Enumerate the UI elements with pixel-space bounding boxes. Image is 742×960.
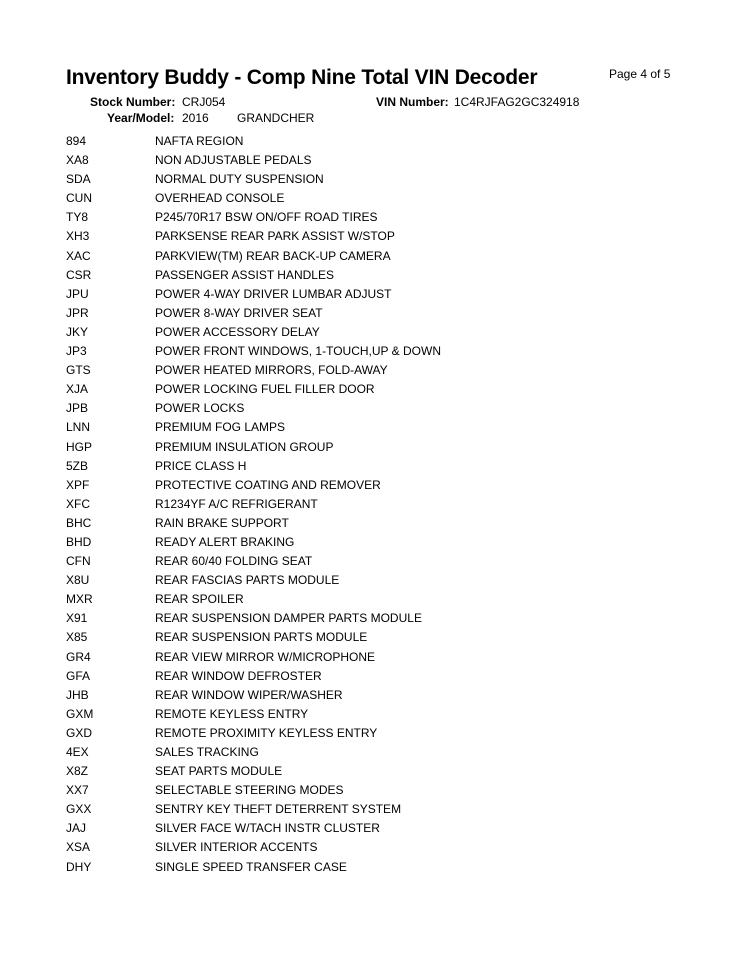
option-row: [0, 609, 742, 628]
stock-number-value: CRJ054: [182, 95, 226, 109]
option-row: [0, 323, 742, 342]
option-description: REAR 60/40 FOLDING SEAT: [155, 554, 313, 569]
option-code: LNN: [66, 420, 91, 435]
option-description: SILVER INTERIOR ACCENTS: [155, 840, 318, 855]
option-row: [0, 208, 742, 227]
option-row: [0, 819, 742, 838]
option-code: XX7: [66, 783, 89, 798]
option-code: CUN: [66, 191, 92, 206]
option-row: [0, 380, 742, 399]
option-description: POWER LOCKING FUEL FILLER DOOR: [155, 382, 375, 397]
option-code: BHC: [66, 515, 92, 530]
option-code: HGP: [66, 439, 93, 454]
option-code: XH3: [66, 229, 90, 244]
option-description: POWER 4-WAY DRIVER LUMBAR ADJUST: [155, 286, 392, 301]
option-code: 5ZB: [66, 458, 89, 473]
option-description: POWER HEATED MIRRORS, FOLD-AWAY: [155, 363, 388, 378]
option-code: DHY: [66, 859, 92, 874]
option-description: POWER FRONT WINDOWS, 1-TOUCH,UP & DOWN: [155, 344, 442, 359]
option-row: [0, 457, 742, 476]
option-code: JHB: [66, 687, 89, 702]
option-description: OVERHEAD CONSOLE: [155, 191, 285, 206]
option-code: JPR: [66, 305, 89, 320]
option-list: [0, 132, 742, 877]
option-description: REAR SUSPENSION PARTS MODULE: [155, 630, 368, 645]
option-row: [0, 247, 742, 266]
option-description: PASSENGER ASSIST HANDLES: [155, 267, 334, 282]
option-description: SALES TRACKING: [155, 745, 259, 759]
option-row: [0, 667, 742, 686]
option-row: [0, 781, 742, 800]
option-description: REAR FASCIAS PARTS MODULE: [155, 573, 340, 588]
option-description: SEAT PARTS MODULE: [155, 764, 283, 779]
option-code: XPF: [66, 477, 90, 492]
option-row: [0, 571, 742, 590]
option-row: [0, 266, 742, 285]
option-code: X8U: [66, 573, 90, 588]
report-title: Inventory Buddy - Comp Nine Total VIN Decoder: [66, 66, 538, 89]
option-description: REAR WINDOW WIPER/WASHER: [155, 687, 343, 702]
option-code: TY8: [66, 210, 89, 225]
year-model-label: Year/Model:: [107, 111, 175, 125]
option-description: REAR WINDOW DEFROSTER: [155, 668, 322, 683]
option-code: GXM: [66, 706, 94, 721]
option-row: [0, 476, 742, 495]
option-row: [0, 552, 742, 571]
option-row: [0, 533, 742, 552]
option-code: JP3: [66, 344, 87, 359]
option-code: SDA: [66, 172, 91, 187]
option-code: GFA: [66, 668, 91, 683]
option-row: [0, 418, 742, 437]
year-value: 2016: [182, 111, 209, 125]
option-row: [0, 189, 742, 208]
option-description: SILVER FACE W/TACH INSTR CLUSTER: [155, 821, 380, 836]
option-code: GXD: [66, 725, 93, 740]
option-description: R1234YF A/C REFRIGERANT: [155, 496, 318, 511]
option-row: [0, 342, 742, 361]
vin-number-label: VIN Number:: [376, 95, 449, 109]
option-code: BHD: [66, 534, 92, 549]
option-description: REMOTE PROXIMITY KEYLESS ENTRY: [155, 725, 378, 740]
option-description: SENTRY KEY THEFT DETERRENT SYSTEM: [155, 802, 402, 817]
option-row: [0, 628, 742, 647]
option-description: NORMAL DUTY SUSPENSION: [155, 172, 324, 187]
option-code: GR4: [66, 649, 91, 664]
option-description: PREMIUM FOG LAMPS: [155, 420, 286, 435]
option-code: CSR: [66, 267, 92, 282]
option-description: SELECTABLE STEERING MODES: [155, 783, 344, 798]
option-code: GXX: [66, 802, 92, 817]
option-row: [0, 648, 742, 667]
option-description: REAR VIEW MIRROR W/MICROPHONE: [155, 649, 376, 664]
option-code: JPU: [66, 286, 89, 301]
option-description: POWER LOCKS: [155, 401, 245, 416]
option-code: X91: [66, 611, 88, 626]
option-row: [0, 590, 742, 609]
option-description: REAR SUSPENSION DAMPER PARTS MODULE: [155, 611, 422, 626]
option-code: CFN: [66, 554, 91, 569]
option-row: [0, 285, 742, 304]
option-description: P245/70R17 BSW ON/OFF ROAD TIRES: [155, 210, 378, 225]
option-code: GTS: [66, 363, 91, 378]
option-description: NON ADJUSTABLE PEDALS: [155, 153, 312, 168]
option-description: NAFTA REGION: [155, 134, 244, 148]
option-row: [0, 170, 742, 189]
page-number: Page 4 of 5: [609, 67, 671, 81]
option-description: PROTECTIVE COATING AND REMOVER: [155, 477, 381, 492]
option-code: XA8: [66, 153, 89, 168]
option-row: [0, 151, 742, 170]
option-description: REMOTE KEYLESS ENTRY: [155, 706, 309, 721]
option-code: JAJ: [66, 821, 87, 836]
option-row: [0, 858, 742, 877]
option-description: REAR SPOILER: [155, 592, 244, 607]
option-row: [0, 304, 742, 323]
option-row: [0, 495, 742, 514]
option-row: [0, 800, 742, 819]
option-description: RAIN BRAKE SUPPORT: [155, 515, 289, 530]
model-value: GRANDCHER: [237, 111, 315, 125]
option-description: PREMIUM INSULATION GROUP: [155, 439, 334, 454]
option-row: [0, 438, 742, 457]
option-code: JPB: [66, 401, 89, 416]
option-description: POWER 8-WAY DRIVER SEAT: [155, 305, 323, 320]
option-row: [0, 399, 742, 418]
option-code: XSA: [66, 840, 91, 855]
option-code: XAC: [66, 248, 91, 263]
option-row: [0, 514, 742, 533]
option-code: MXR: [66, 592, 93, 607]
option-row: [0, 838, 742, 857]
option-code: XFC: [66, 496, 90, 511]
option-code: X8Z: [66, 764, 89, 779]
option-description: PARKVIEW(TM) REAR BACK-UP CAMERA: [155, 248, 391, 263]
stock-number-label: Stock Number:: [90, 95, 176, 109]
option-description: SINGLE SPEED TRANSFER CASE: [155, 859, 347, 874]
option-row: [0, 743, 742, 762]
option-row: [0, 686, 742, 705]
option-row: [0, 762, 742, 781]
option-code: 894: [66, 134, 87, 148]
option-row: [0, 227, 742, 246]
option-description: PARKSENSE REAR PARK ASSIST W/STOP: [155, 229, 395, 244]
option-code: XJA: [66, 382, 89, 397]
option-description: POWER ACCESSORY DELAY: [155, 324, 320, 339]
option-description: PRICE CLASS H: [155, 458, 247, 473]
vin-number-value: 1C4RJFAG2GC324918: [454, 95, 580, 109]
option-code: X85: [66, 630, 88, 645]
option-row: [0, 132, 742, 151]
option-code: JKY: [66, 324, 89, 339]
option-row: [0, 724, 742, 743]
option-row: [0, 705, 742, 724]
option-description: READY ALERT BRAKING: [155, 534, 295, 549]
option-code: 4EX: [66, 745, 89, 759]
option-row: [0, 361, 742, 380]
